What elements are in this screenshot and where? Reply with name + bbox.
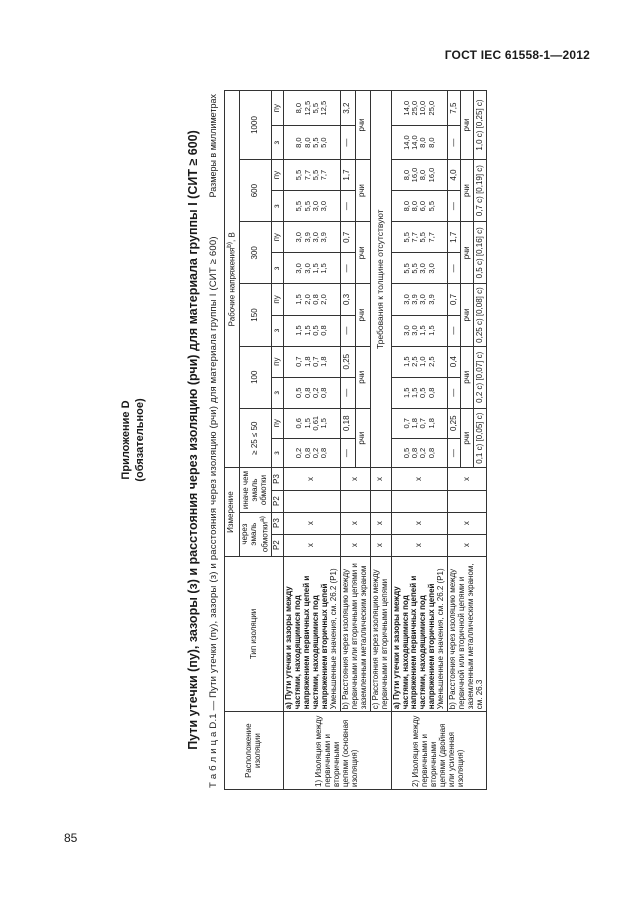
row1c-note: Требования к толщине отсутствуют [370,91,391,468]
header-voltage-300: 300 [239,222,272,284]
row1b-val: — [340,315,355,346]
row1a-z-150: 1,5 1,5 0,5 0,8 [284,315,341,346]
row2b-extra: 0,2 c) [0,07] c) [474,346,487,408]
row1c-type: с) Расстояния через изоляцию между первичными и вторичными цепями [370,556,391,712]
row2a-type: а) Пути утечки и зазоры между частями, находящимися под напряжением первичных цепей и частями, находящимися под напряжением вторичных цепей Уменьшенные значения, см. 26.2 (P1) [391,556,448,712]
header-p2: P2 [272,490,284,512]
row2a-z-150: 3,0 3,0 1,5 1,5 [391,315,448,346]
row2b-val: — [448,253,461,284]
row1b-val: — [340,126,355,160]
row1a-mark: x [284,468,341,490]
header-measure: Измерение [225,468,240,556]
row2a-z-50: 0,5 0,8 0,2 0,8 [391,438,448,468]
clearance-table [224,90,487,790]
row1b-val: 0,25 [340,346,355,377]
row2b-rchi: рчи [461,159,474,221]
header-pu: пу [272,91,284,126]
row2b-rchi: рчи [461,222,474,284]
header-voltage-100: 100 [239,346,272,408]
row2b-val: 0,25 [448,408,461,438]
row2b-extra: 0,5 c) [0,16] c) [474,222,487,284]
row2a-mark [391,490,448,512]
row2b-extra: 0,25 c) [0,08] c) [474,284,487,346]
row1a-mark: x [284,534,341,556]
row2b-rchi: рчи [461,408,474,468]
row1b-val: — [340,438,355,468]
row1b-val: 0,3 [340,284,355,315]
row1b-val: 0,18 [340,408,355,438]
row1b-mark: x [340,512,370,534]
row2a-z-300: 5,5 5,5 3,0 3,0 [391,253,448,284]
header-z: з [272,253,284,284]
row2b-val: 0,4 [448,346,461,377]
row2b-val: 4,0 [448,159,461,190]
row1b-rchi: рчи [355,159,370,221]
row2a-pu-1000: 14,0 25,0 10,0 25,0 [391,91,448,126]
header-z: з [272,377,284,408]
row2b-mark: x [448,512,487,534]
header-voltage-150: 150 [239,284,272,346]
row1a-pu-100: 0,7 1,8 0,7 1,8 [284,346,341,377]
header-pu: пу [272,222,284,253]
row2b-val: — [448,315,461,346]
appendix-heading: Приложение D [120,400,132,480]
row1a-pu-300: 3,0 3,9 3,0 3,9 [284,222,341,253]
row1b-rchi: рчи [355,408,370,468]
table-container [224,90,596,790]
header-through-enamel: через эмаль обмотки$^{a)}$ [239,512,272,556]
row2a-pu-600: 8,0 16,0 8,0 16,0 [391,159,448,190]
row1a-z-300: 3,0 3,0 1,5 1,5 [284,253,341,284]
rotated-page-content [120,90,600,790]
header-other-than-enamel: иначе чем эмаль обмотки [239,468,272,512]
header-voltage-50: ≥ 25 ≤ 50 [239,408,272,468]
header-working-voltage: Рабочие напряжения$^{b)}$, В [225,91,240,468]
row2a-pu-150: 3,0 3,9 3,0 3,9 [391,284,448,315]
row1b-mark: x [340,534,370,556]
row1a-z-100: 0,5 0,8 0,2 0,8 [284,377,341,408]
header-pu: пу [272,284,284,315]
row2a-z-100: 1,5 1,5 0,5 0,8 [391,377,448,408]
row2b-rchi: рчи [461,91,474,160]
row1b-rchi: рчи [355,284,370,346]
row1a-mark [284,490,341,512]
row2a-z-1000: 14,0 14,0 8,0 8,0 [391,126,448,160]
header-pu: пу [272,408,284,438]
row2b-val: 1,7 [448,222,461,253]
header-pu: пу [272,159,284,190]
row2b-rchi: рчи [461,346,474,408]
row2b-val: — [448,191,461,222]
row1a-z-1000: 8,0 8,0 5,5 5,0 [284,126,341,160]
row1b-val: 0,7 [340,222,355,253]
row1a-mark: x [284,512,341,534]
row2b-extra: 0,1 c) [0,05] c) [474,408,487,468]
row1c-mark: x [370,468,391,490]
header-p3: P3 [272,512,284,534]
row2b-val: 7,5 [448,91,461,126]
row2a-pu-100: 1,5 2,5 1,0 2,5 [391,346,448,377]
appendix-status: (обязательное) [134,398,146,482]
table-row [340,91,355,790]
header-z: з [272,438,284,468]
header-p3: P3 [272,468,284,490]
row1c-mark: x [370,512,391,534]
row1b-rchi: рчи [355,346,370,408]
row2b-rchi: рчи [461,284,474,346]
section-title: Пути утечки (пу), зазоры (з) и расстояния через изоляцию (рчи) для материала группы I (СИТ ≥ 600) [186,130,200,750]
row1b-rchi: рчи [355,222,370,284]
row1a-pu-150: 1,5 2,0 0,8 2,0 [284,284,341,315]
row1a-type: а) Пути утечки и зазоры между частями, находящимися под напряжением первичных цепей и частями, находящимися под напряжением вторичных цепей Уменьшенные значения, см. 26.2 (P1) [284,556,341,712]
table-row [370,91,391,790]
row2a-z-600: 8,0 8,0 6,0 5,5 [391,191,448,222]
row1b-type: b) Расстояния через изоляцию между первичными или вторичными цепями и заземленным металлическим экраном [340,556,370,712]
row2a-pu-300: 5,5 7,7 5,5 7,7 [391,222,448,253]
row2b-extra: 0,7 c) [0,19] c) [474,159,487,221]
header-voltage-600: 600 [239,159,272,221]
header-p2: P2 [272,534,284,556]
row1a-z-600: 5,5 5,5 3,0 3,0 [284,191,341,222]
row2b-type: b) Расстояния через изоляцию между первичной или вторичной цепями и заземленным металлическим экраном, см. 26.3 [448,556,487,712]
row1b-mark: x [340,468,370,490]
row1b-val: 3,2 [340,91,355,126]
row1a-z-50: 0,2 0,8 0,2 0,8 [284,438,341,468]
row1a-pu-600: 5,5 7,7 5,5 7,7 [284,159,341,190]
row2b-mark [448,490,487,512]
row2b-val: 0,7 [448,284,461,315]
header-location: Расположение изоляции [225,712,284,790]
row2b-val: — [448,377,461,408]
row1b-rchi: рчи [355,91,370,160]
header-z: з [272,191,284,222]
row1b-val: — [340,253,355,284]
row2b-mark: x [448,534,487,556]
row2b-val: — [448,126,461,160]
page-number: 85 [64,831,78,845]
table-row [448,91,461,790]
header-z: з [272,315,284,346]
units-note: Размеры в миллиметрах [208,94,218,198]
row1b-val: — [340,191,355,222]
table-caption: Т а б л и ц а D.1 — Пути утечки (пу), зазоры (з) и расстояния через изоляцию (рчи) для материала группы I (СИТ ≥ 600) [208,236,219,788]
row2a-mark: x [391,512,448,534]
row2a-pu-50: 0,7 1,8 0,7 1,8 [391,408,448,438]
header-type: Тип изоляции [225,556,284,712]
row2b-mark: x [448,468,487,490]
row2-location: 2) Изоляция между первичными и вторичными цепями (двойная или усиленная изоляция) [391,712,487,790]
row2b-val: — [448,438,461,468]
row1b-val: 1,7 [340,159,355,190]
standard-designation: ГОСТ IEC 61558-1—2012 [444,48,590,62]
row1b-val: — [340,377,355,408]
row2b-extra: 1,0 c) [0,25] c) [474,91,487,160]
row1a-pu-50: 0,6 1,5 0,61 1,5 [284,408,341,438]
row1c-mark [370,490,391,512]
header-pu: пу [272,346,284,377]
row1a-pu-1000: 8,0 12,5 5,5 12,5 [284,91,341,126]
row1-location: 1) Изоляция между первичными и вторичными цепями (основная изоляция) [284,712,391,790]
table-row [284,91,341,790]
row2a-mark: x [391,468,448,490]
row2a-mark: x [391,534,448,556]
header-z: з [272,126,284,160]
table-row [391,91,448,790]
row1c-mark: x [370,534,391,556]
header-voltage-1000: 1000 [239,91,272,160]
row1b-mark [340,490,370,512]
